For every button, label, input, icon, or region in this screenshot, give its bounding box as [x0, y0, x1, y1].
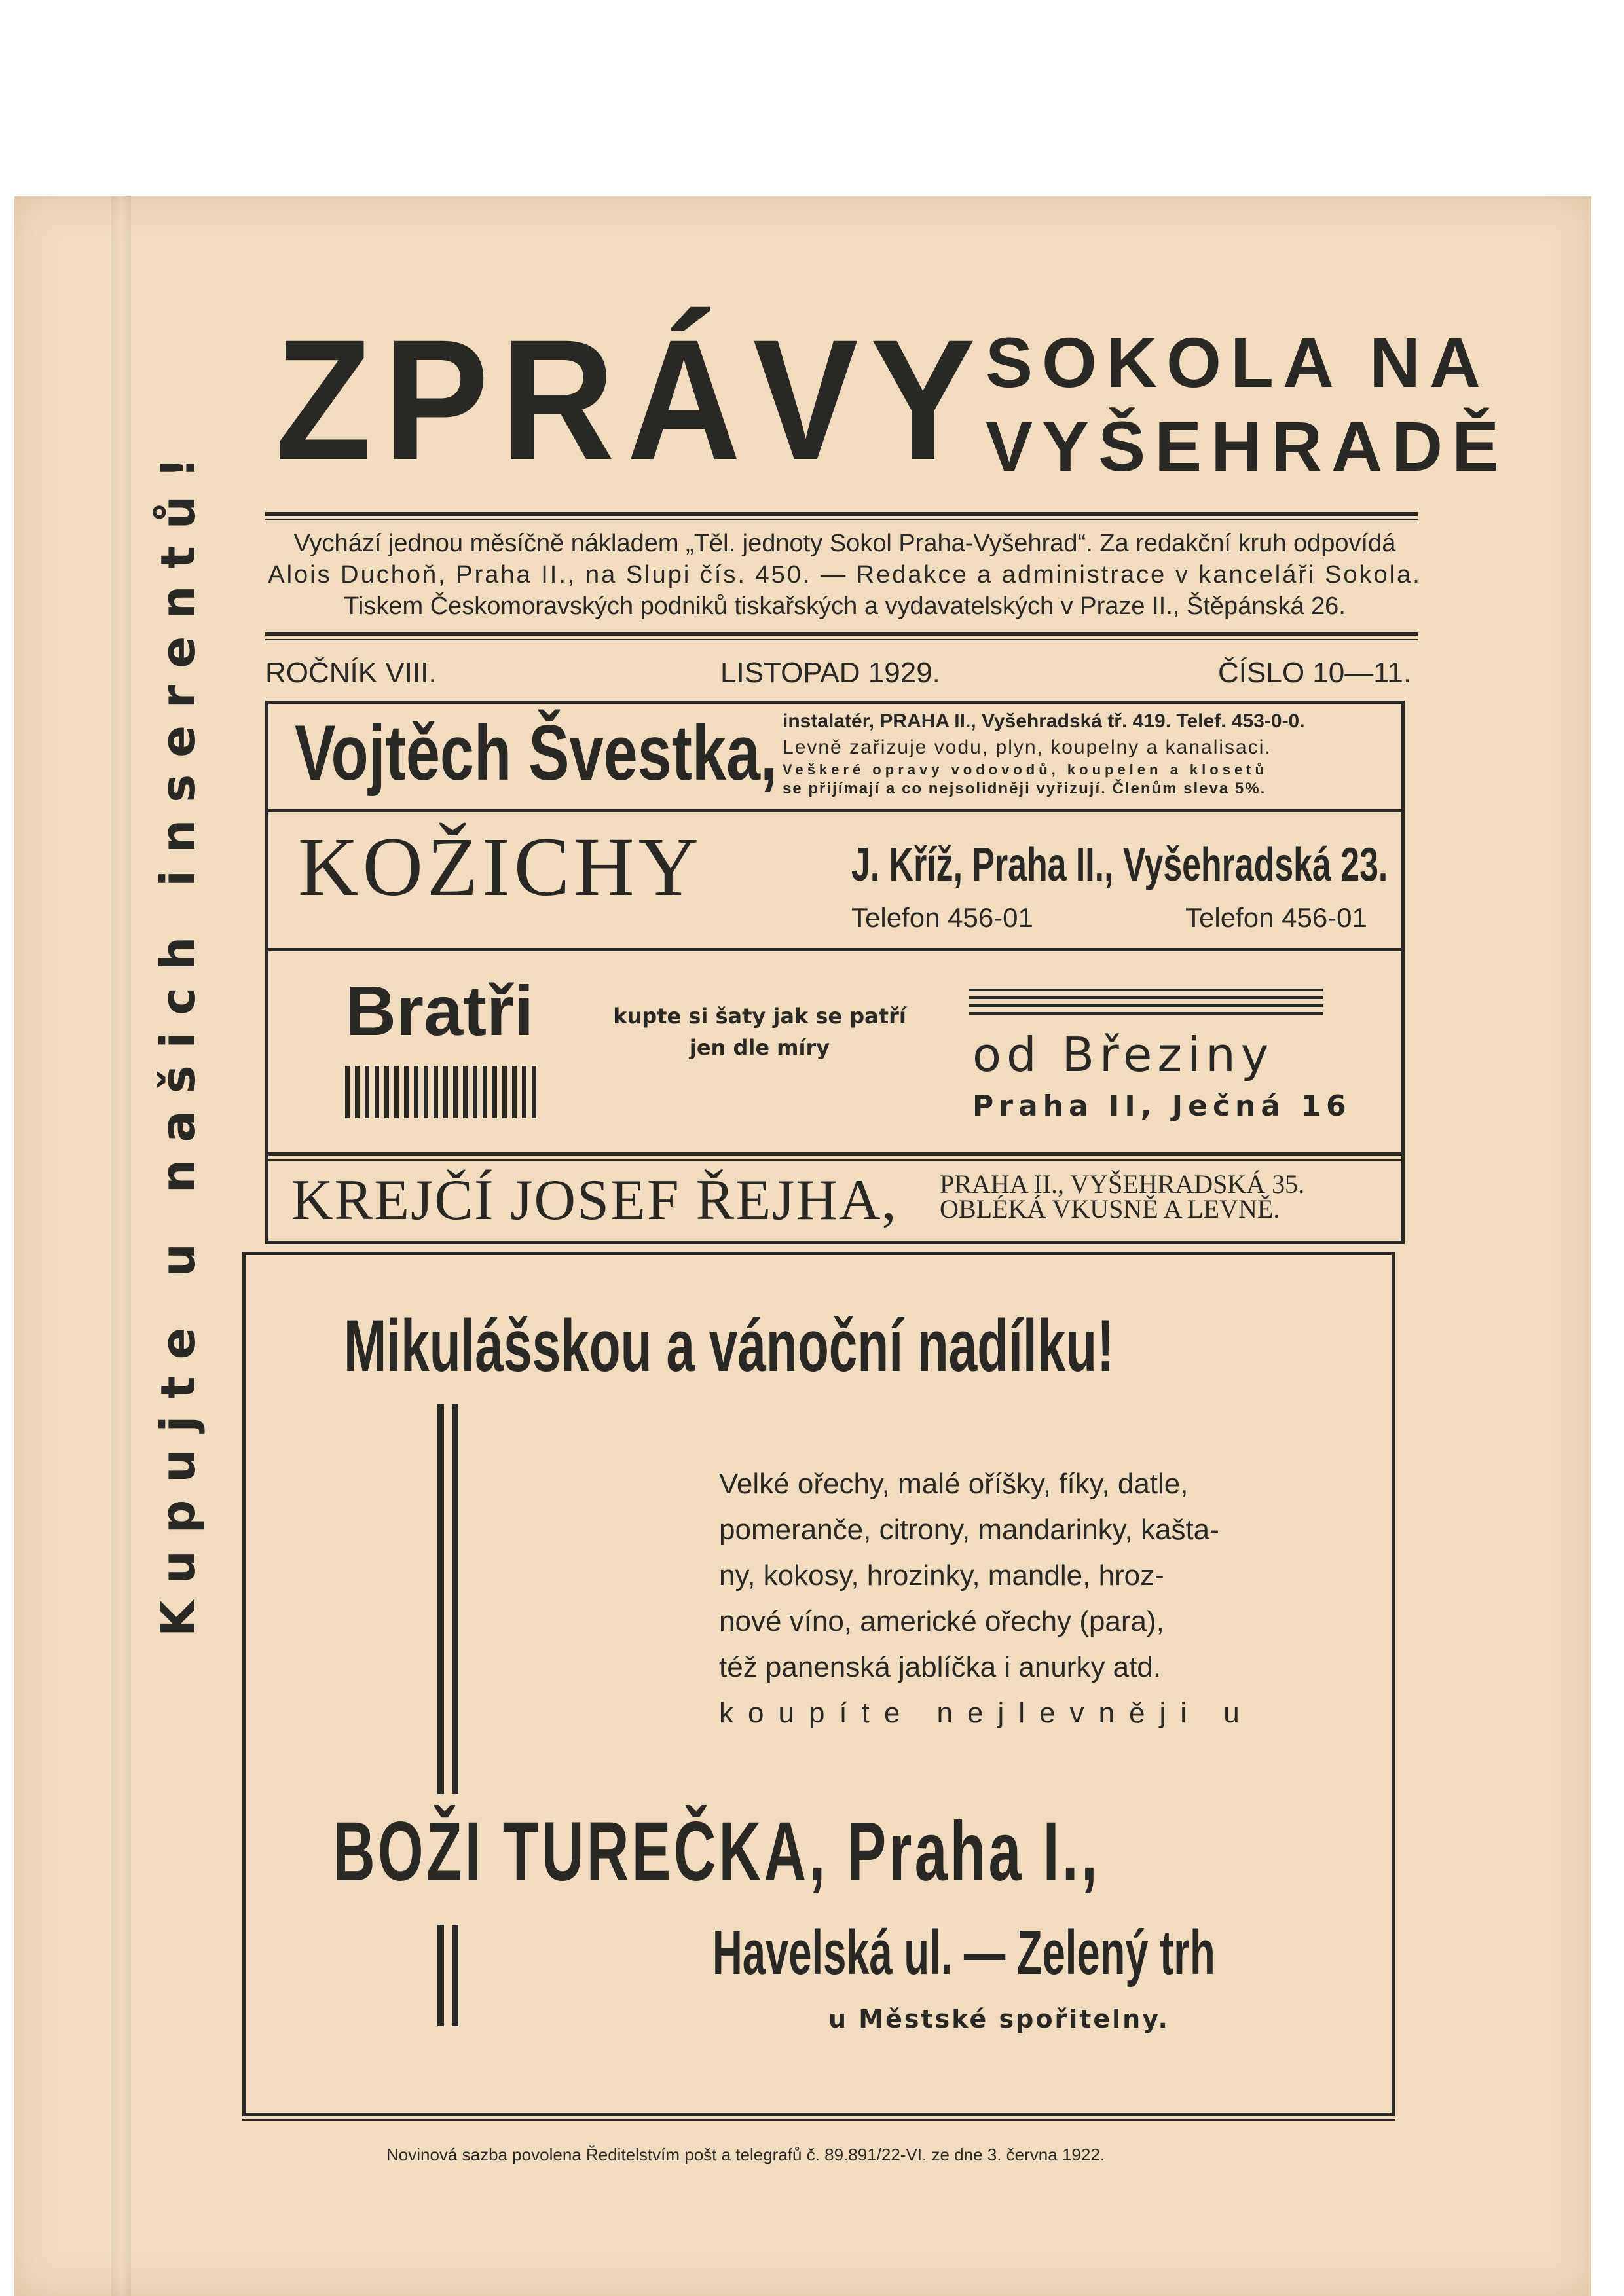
ad-turecka-bar: [437, 1925, 444, 2026]
sidebar-slogan: Kupujte u našich inserentů!: [151, 439, 206, 1637]
ad-svestka-line: se přijímají a co nejsolidněji vyřizují. Členům sleva 5%.: [783, 780, 1266, 797]
ad-turecka-address: Havelská ul. — Zelený trh: [712, 1918, 1215, 1988]
ad-turecka-bar: [452, 1404, 458, 1794]
ad-turecka-text-line: Velké ořechy, malé oříšky, fíky, datle,: [719, 1468, 1189, 1500]
imprint-line: Vychází jednou měsíčně nákladem „Těl. jednoty Sokol Praha-Vyšehrad“. Za redakční kruh odpovídá: [293, 530, 1396, 557]
ad-rejha-line: PRAHA II., VYŠEHRADSKÁ 35.: [940, 1169, 1305, 1199]
ad-brezina-name: Bratři: [345, 971, 534, 1050]
ad-turecka-text-line: nové víno, americké ořechy (para),: [719, 1605, 1164, 1637]
page-fold: [111, 196, 131, 2296]
masthead-subtitle-line2: VYŠEHRADĚ: [986, 407, 1509, 486]
ad-rejha-details: [940, 1169, 1305, 1224]
ad-brezina-stripes: [345, 1066, 542, 1118]
ad-svestka-details: [783, 708, 1305, 799]
imprint: [265, 528, 1424, 622]
ad-turecka-note: u Městské spořitelny.: [828, 2005, 1170, 2033]
ad-rejha-name: KREJČÍ JOSEF ŘEJHA,: [291, 1169, 898, 1232]
issue-date: LISTOPAD 1929.: [720, 657, 940, 689]
ad-turecka-text-line: koupíte nejlevněji u: [719, 1697, 1254, 1729]
ad-brezina-rule: [969, 1012, 1323, 1015]
ad-divider: [265, 809, 1405, 812]
ad-turecka-text: [719, 1461, 1254, 1736]
ad-brezina-slogan-line: kupte si šaty jak se patří: [613, 1004, 906, 1029]
footer-permit: Novinová sazba povolena Ředitelstvím pošt a telegrafů č. 89.891/22-VI. ze dne 3. června 1922.: [386, 2145, 1105, 2164]
ad-svestka-line: Levně zařizuje vodu, plyn, koupelny a kanalisaci.: [783, 737, 1272, 758]
ad-brezina-shop: od Březiny: [972, 1027, 1274, 1082]
ad-brezina-rule: [969, 989, 1323, 991]
ad-turecka-headline: Mikulášskou a vánoční nadílku!: [344, 1305, 1115, 1387]
ad-turecka-bar: [452, 1925, 458, 2026]
ad-divider-thin: [265, 1159, 1405, 1161]
ad-kozichy-address: J. Kříž, Praha II., Vyšehradská 23.: [851, 839, 1388, 891]
issue-rule-top: [265, 632, 1418, 636]
ad-turecka-text-line: pomeranče, citrony, mandarinky, kašta-: [719, 1514, 1219, 1546]
ad-svestka-line: instalatér, PRAHA II., Vyšehradská tř. 419. Telef. 453-0-0.: [783, 710, 1305, 732]
imprint-line: Tiskem Českomoravských podniků tiskařských a vydavatelských v Praze II., Štěpánská 26.: [344, 592, 1346, 620]
ad-turecka-bar: [437, 1404, 444, 1794]
ad-brezina-slogan: [589, 1000, 930, 1063]
ad-divider: [265, 948, 1405, 951]
footer-rule: [242, 2119, 1395, 2121]
ad-brezina-rule: [969, 1004, 1323, 1007]
ad-kozichy-phone-left: Telefon 456-01: [851, 902, 1033, 933]
ad-rejha-line: OBLÉKÁ VKUSNĚ A LEVNĚ.: [940, 1194, 1280, 1224]
issue-rule-top-thin: [265, 639, 1418, 640]
masthead-title: ZPRÁVY: [275, 304, 988, 496]
ad-brezina-rule: [969, 996, 1323, 999]
masthead-rule-thin: [265, 519, 1418, 520]
ad-brezina-slogan-line: jen dle míry: [689, 1035, 830, 1060]
ad-svestka-name: Vojtěch Švestka,: [295, 709, 778, 797]
ad-kozichy-name: KOŽICHY: [298, 820, 703, 913]
issue-number: ČÍSLO 10—11.: [1218, 657, 1412, 689]
ad-divider: [265, 1152, 1405, 1156]
ad-turecka-name: BOŽI TUREČKA, Praha I.,: [333, 1805, 1100, 1899]
issue-volume: ROČNÍK VIII.: [265, 657, 437, 689]
ad-turecka-text-line: též panenská jablíčka i anurky atd.: [719, 1651, 1162, 1683]
ad-brezina-address: Praha II, Ječná 16: [972, 1089, 1352, 1123]
imprint-line: Alois Duchoň, Praha II., na Slupi čís. 450. — Redakce a administrace v kanceláři Sokola.: [268, 561, 1422, 589]
masthead-subtitle-line1: SOKOLA NA: [986, 323, 1490, 402]
ad-turecka-text-line: ny, kokosy, hrozinky, mandle, hroz-: [719, 1559, 1164, 1592]
ad-kozichy-phone-right: Telefon 456-01: [1185, 902, 1367, 933]
ad-svestka-line: Veškeré opravy vodovodů, koupelen a klosetů: [783, 761, 1268, 778]
masthead-rule: [265, 512, 1418, 516]
